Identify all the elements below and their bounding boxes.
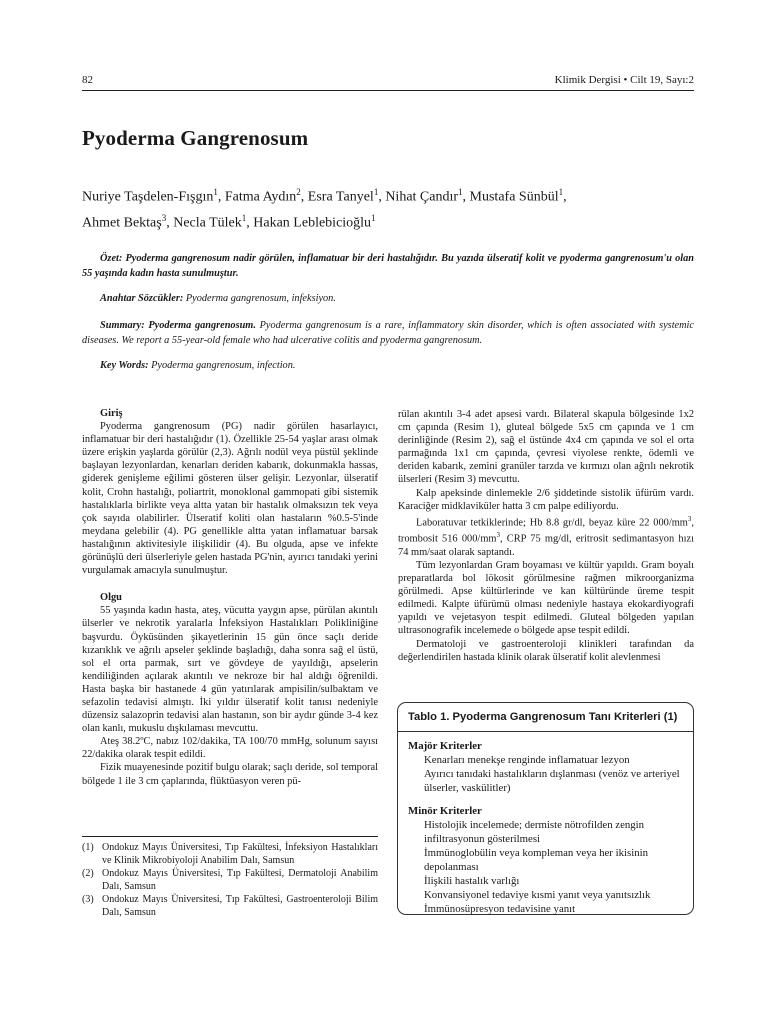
author-affiliation: 3 — [161, 212, 167, 223]
author-affiliation: 1 — [241, 212, 247, 223]
lab-text: Laboratuvar tetkiklerinde; Hb 8.8 gr/dl, beyaz küre 22 000/mm — [416, 517, 688, 529]
author-name: Esra Tanyel — [307, 189, 374, 205]
page-number: 82 — [82, 74, 93, 86]
author-affiliation: 1 — [213, 187, 218, 197]
table-body — [408, 739, 683, 916]
section-heading-giris: Giriş — [100, 408, 123, 419]
footnote — [82, 867, 378, 893]
footnote-rule — [82, 836, 378, 837]
right-column — [398, 408, 694, 664]
author-affiliation: 1 — [373, 187, 379, 197]
body-paragraph: Pyoderma gangrenosum (PG) nadir görülen hasarlayıcı, inflamatuar bir deri hastalığıdır (1). Özellikle 25-54 yaşlar arası olmak üzere erişkin yaşlarda görülür (2,3). Ağrılı nodül veya püstül şeklinde başlayan lezyonlardan, kenarları deriden kabarık, dokunmakla hassas, giderek genişleme eğilimi gösteren ülser gelişir. Lezyonlar, ülseratif kolit, Crohn hastalığı, poliartrit, monoklonal gammopati gibi sistemik hastalıklarla birlikte veya altta yatan bir hastalık olmaksızın tek veya çok sayıda olabilirler. Ülseratif koliti olan hastaların %0.5-5'inde meydana gelebilir (4). PG genellikle altta yatan inflamatuar barsak hastalığının aktivitesiyle ilişkilidir (4). Bu olguda, apse ve infekte görünüşlü deri ülserleriyle gelen hastada PG'nin, ayırıcı tanıdaki yerini vurgulamak amacıyla sunulmuştur. — [82, 421, 378, 577]
keywords-text: Pyoderma gangrenosum, infection. — [151, 360, 296, 371]
footnote-number: (3) — [82, 894, 94, 905]
author-affiliation: 1 — [371, 212, 376, 223]
body-paragraph — [398, 513, 694, 559]
footnote-number: (1) — [82, 842, 94, 853]
author-name: Hakan Leblebicioğlu — [253, 215, 372, 231]
criteria-item: İmmünoglobülin veya kompleman veya her ikisinin depolanması — [424, 847, 648, 873]
body-paragraph: rülan akıntılı 3-4 adet apsesi vardı. Bilateral skapula bölgesinde 1x2 cm çapında (Resim 1), gluteal bölgede 5x5 cm çapında ve 1 cm derinliğinde (Resim 2), sağ el üstünde 4x4 cm çapında ve sol el orta parmağında 1x1 cm çapında, çevresi viyolese renkte, ödemli ve deriden kabarık, zemini granüler tarzda ve kırmızı olan ağrılı nekrotik ülserleri (Resim 3) mevcuttu. — [398, 409, 694, 486]
body-paragraph: Ateş 38.2ºC, nabız 102/dakika, TA 100/70 mmHg, solunum sayısı 22/dakika olarak tespit edildi. — [82, 736, 378, 761]
abstract-label: Özet: — [100, 253, 123, 264]
section-heading-olgu: Olgu — [100, 592, 122, 604]
table-title-rule — [398, 731, 693, 732]
criteria-item: Konvansiyonel tedaviye kısmi yanıt veya yanıtsızlık — [424, 889, 651, 901]
body-paragraph: Tüm lezyonlardan Gram boyaması ve kültür yapıldı. Gram boyalı preparatlarda bol lökosit görülmesine rağmen mikroorganizma görülmedi. Apse kültürlerinde ve kan kültüründe üreme tespit edilmedi. Kalpte üfürümü olması nedeniyle hastaya ekokardiyografi yapıldı ve vejetasyon tespit edilmedi. Gluteal bölgeden yapılan ultrasonografik incelemede o bölgede apse tespit edildi. — [398, 559, 694, 637]
superscript: 3 — [496, 531, 500, 540]
minor-criteria-heading: Minör Kriterler — [408, 805, 482, 817]
criteria-item: İmmünosüpresyon tedavisine yanıt — [424, 903, 576, 915]
table-title: Tablo 1. Pyoderma Gangrenosum Tanı Kriterleri (1) — [408, 711, 678, 723]
criteria-item: İlişkili hastalık varlığı — [424, 875, 520, 887]
author-name: Ahmet Bektaş — [82, 215, 162, 231]
keywords-text: Pyoderma gangrenosum, infeksiyon. — [185, 293, 336, 304]
journal-header: Klimik Dergisi • Cilt 19, Sayı:2 — [554, 74, 694, 86]
criteria-table — [397, 702, 694, 915]
author-list: Nuriye Taşdelen-Fışgın$^1$, Fatma Aydın$^2$, Esra Tanyel$^1$, Nihat Çandır$^1$, Mustafa Sünbül$^1$, Ahmet Bektaş$^3$, Necla Tülek$^1$, Hakan Leblebicioğlu$^1$ — [82, 187, 567, 231]
footnote-text: Ondokuz Mayıs Üniversitesi, Tıp Fakültesi, İnfeksiyon Hastalıkları ve Klinik Mikrobiyoloji Anabilim Dalı, Samsun — [102, 842, 378, 866]
body-paragraph: 55 yaşında kadın hasta, ateş, vücutta yaygın apse, pürülan akıntılı ülserler ve nekrotik yaralarla İnfeksiyon Hastalıkları Polikliniğine başvurdu. Öyküsünden şikayetlerinin 15 gün önce saçlı deride kızarıklık ve ağrılı apseler şeklinde başladığı, daha sonra sağ el üstü, sol el orta parmak, sırt ve gövdeye de yayıldığı, apselerin kendiliğinden açılarak akıntılı ve nekroze bir hal aldığı öğrenildi. Hasta başka bir hastanede 4 gün yatırılarak ampisilin/sulbaktam ve sefazolin tedavisi almıştı. İki yıldır ülseratif kolit tanısı nedeniyle düzensiz salazoprin tedavisi alan hastanın, son bir aydır günde 3-4 kez olan kanlı, mukuslu dışkılaması mevcuttu. — [82, 605, 378, 735]
major-criteria-heading: Majör Kriterler — [408, 740, 482, 752]
turkish-abstract — [82, 252, 694, 281]
english-summary — [82, 319, 694, 348]
header-rule — [82, 90, 694, 91]
author-name: Mustafa Sünbül — [469, 189, 559, 205]
body-paragraph: Dermatoloji ve gastroenteroloji klinikleri tarafından da değerlendirilen hastada klinik olarak ülseratif kolit alevlenmesi — [398, 638, 694, 663]
footnote — [82, 841, 378, 867]
keywords-label: Key Words: — [100, 360, 149, 371]
affiliation-footnotes — [82, 841, 378, 919]
criteria-item: Kenarları menekşe renginde inflamatuar lezyon — [424, 754, 630, 766]
author-name: Necla Tülek — [173, 215, 242, 231]
criteria-item: Histolojik incelemede; dermiste nötrofilden zengin infiltrasyonun gösterilmesi — [424, 819, 645, 845]
english-keywords — [82, 359, 694, 374]
body-paragraph: Fizik muayenesinde pozitif bulgu olarak; saçlı deride, sol temporal bölgede 1 ile 3 cm çaplarında, flüktüasyon veren pü- — [82, 762, 378, 787]
author-affiliation: 1 — [558, 187, 564, 197]
lab-text: , CRP 75 mg/dl, eritrosit sedimantasyon hızı 74 mm/saat olarak saptandı. — [398, 533, 694, 558]
author-affiliation: 1 — [458, 187, 463, 197]
superscript: 3 — [687, 514, 692, 523]
author-name: Nihat Çandır — [385, 189, 459, 205]
author-name: Nuriye Taşdelen-Fışgın — [82, 189, 214, 205]
article-title: Pyoderma Gangrenosum — [82, 126, 309, 150]
summary-label: Summary: Pyoderma gangrenosum. — [100, 320, 256, 331]
summary-text: Pyoderma gangrenosum is a rare, inflammatory skin disorder, which is often associated with systemic diseases. We report a 55-year-old female who had ulcerative colitis and pyoderma gangrenosum. — [82, 320, 694, 346]
turkish-keywords — [82, 292, 694, 307]
footnote-text: Ondokuz Mayıs Üniversitesi, Tıp Fakültesi, Gastroenteroloji Bilim Dalı, Samsun — [102, 894, 378, 918]
abstract-text: Pyoderma gangrenosum nadir görülen, inflamatuar bir deri hastalığıdır. Bu yazıda ülseratif kolit ve pyoderma gangrenosum'u olan 55 yaşında kadın hasta sunulmuştur. — [82, 253, 695, 279]
criteria-item: Ayırıcı tanıdaki hastalıkların dışlanması (venöz ve arteriyel ülserler, vaskülitler) — [424, 768, 680, 794]
keywords-label: Anahtar Sözcükler: — [100, 293, 184, 304]
footnote — [82, 893, 378, 919]
footnote-number: (2) — [82, 868, 94, 879]
lab-text: , trombosit 516 000/mm — [398, 517, 694, 545]
author-name: Fatma Aydın — [224, 189, 297, 205]
left-column — [82, 407, 378, 788]
author-affiliation: 2 — [296, 187, 301, 197]
body-paragraph: Kalp apeksinde dinlemekle 2/6 şiddetinde sistolik üfürüm vardı. Karaciğer midklaviküler hatta 3 cm palpe ediliyordu. — [398, 487, 694, 512]
footnote-text: Ondokuz Mayıs Üniversitesi, Tıp Fakültesi, Dermatoloji Anabilim Dalı, Samsun — [102, 868, 378, 892]
